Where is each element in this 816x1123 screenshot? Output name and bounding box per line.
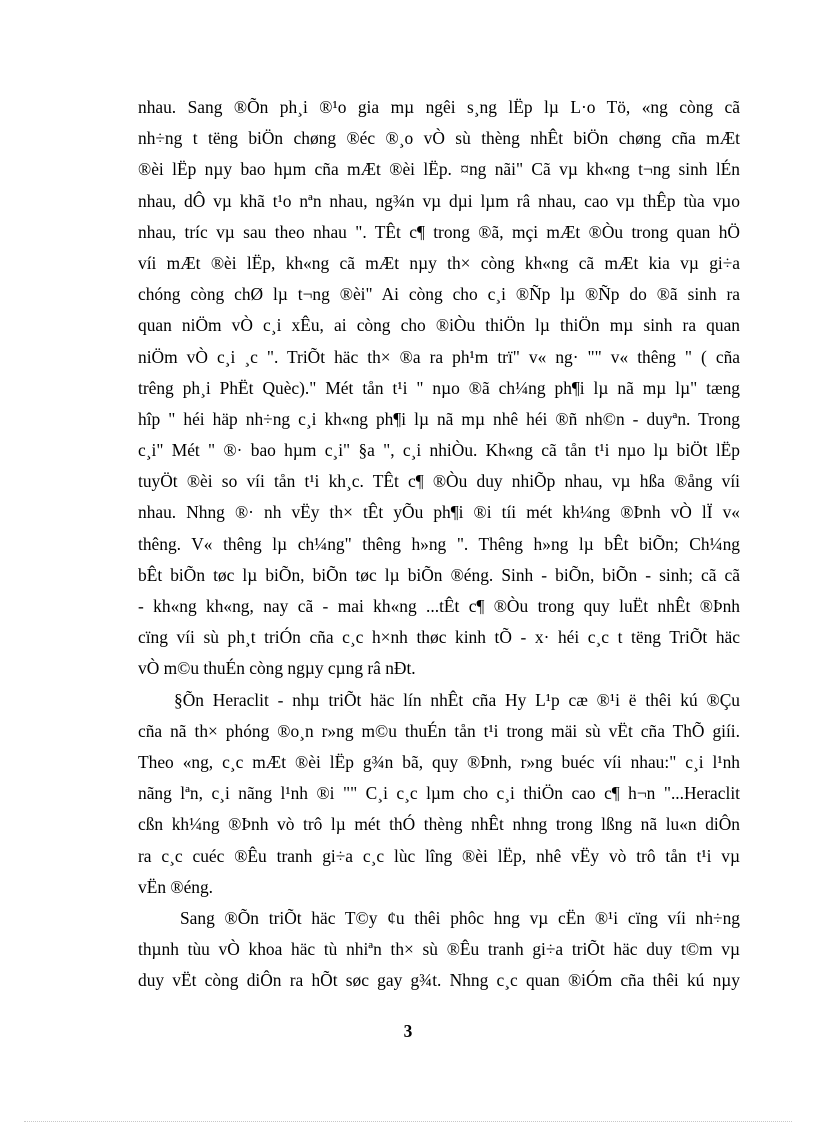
text-line: duy vËt còng diÔn ra hÕt søc gay g¾t. Nhng c¸c quan ®iÓm cña thêi kú nµy <box>138 970 740 991</box>
text-line: c¸i" Mét " ®· bao hµm c¸i" §a ", c¸i nhiÒu. Kh«ng cã tån t¹i nµo lµ biÖt lËp <box>138 440 740 461</box>
text-line: hîp " héi häp nh÷ng c¸i kh«ng ph¶i lµ nã mµ nhê héi ®ñ nh©n - duyªn. Trong <box>138 408 740 429</box>
text-line: chóng còng chØ lµ t¬ng ®èi" Ai còng cho c¸i ®Ñp lµ ®Ñp do ®ã sinh ra <box>138 284 740 305</box>
text-line: ra c¸c cuéc ®Êu tranh gi÷a c¸c lùc lîng ®èi lËp, nhê vËy vò trô tån t¹i vµ <box>138 845 740 866</box>
text-line: cßn kh¼ng ®Þnh vò trô lµ mét thÓ thèng nhÊt nhng trong lßng nã lu«n diÔn <box>138 814 740 835</box>
text-line: ®èi lËp nµy bao hµm cña mÆt ®èi lËp. ¤ng nãi" Cã vµ kh«ng t¬ng sinh lÉn <box>138 159 740 180</box>
text-line: - kh«ng kh«ng, nay cã - mai kh«ng ...tÊt c¶ ®Òu trong quy luËt nhÊt ®Þnh <box>138 596 740 616</box>
text-line: Theo «ng, c¸c mÆt ®èi lËp g¾n bã, quy ®Þnh, r»ng buéc víi nhau:" c¸i l¹nh <box>138 751 740 772</box>
text-line: vËn ®éng. <box>138 876 214 897</box>
text-line: nhau. Nhng ®· nh vËy th× tÊt yÕu ph¶i ®i tíi mét kh¼ng ®Þnh vÒ lÏ v« <box>138 502 740 523</box>
body-text <box>138 92 740 996</box>
text-line: niÖm vÒ c¸i ¸c ". TriÕt häc th× ®a ra ph¹m trï" v« ng· "" v« thêng " ( cña <box>138 346 740 367</box>
text-line: bÊt biÕn tøc lµ biÕn, biÕn tøc lµ biÕn ®éng. Sinh - biÕn, biÕn - sinh; cã cã <box>138 564 740 585</box>
text-line: nãng lªn, c¸i nãng l¹nh ®i "" C¸i c¸c lµm cho c¸i thiÖn cao c¶ h¬n "...Heraclit <box>138 783 740 804</box>
page-number: 3 <box>403 1021 413 1041</box>
text-line: cïng víi sù ph¸t triÓn cña c¸c h×nh thøc kinh tÕ - x· héi c¸c t tëng TriÕt häc <box>138 627 740 648</box>
text-line: thµnh tùu vÒ khoa häc tù nhiªn th× sù ®Êu tranh gi÷a triÕt häc duy t©m vµ <box>138 939 740 960</box>
text-line: nhau, tríc vµ sau theo nhau ". TÊt c¶ trong ®ã, mçi mÆt ®Òu trong quan hÖ <box>138 221 740 242</box>
text-line: cña nã th× phóng ®o¸n r»ng m©u thuÉn tån t¹i trong mäi sù vËt cña ThÕ giíi. <box>138 720 740 741</box>
text-line: §Õn Heraclit - nhµ triÕt häc lín nhÊt cña Hy L¹p cæ ®¹i ë thêi kú ®Çu <box>174 689 740 710</box>
text-line: vÒ m©u thuÉn còng ngµy cµng râ nÐt. <box>138 658 416 679</box>
text-line: trêng ph¸i PhËt Quèc)." Mét tån t¹i " nµo ®ã ch¼ng ph¶i lµ nã mµ lµ" tæng <box>138 377 740 398</box>
text-line: quan niÖm vÒ c¸i xÊu, ai còng cho ®iÒu thiÖn lµ thiÖn mµ sinh ra quan <box>138 315 740 336</box>
text-line: víi mÆt ®èi lËp, kh«ng cã mÆt nµy th× còng kh«ng cã mÆt kia vµ gi÷a <box>138 252 740 273</box>
text-line: nhau, dÔ vµ khã t¹o nªn nhau, ng¾n vµ dµi lµm râ nhau, cao vµ thÊp tùa vµo <box>138 190 740 211</box>
text-line: Sang ®Õn triÕt häc T©y ¢u thêi phôc hng vµ cËn ®¹i cïng víi nh÷ng <box>180 907 740 928</box>
page-bottom-divider <box>24 1121 792 1122</box>
text-line: tuyÖt ®èi so víi tån t¹i kh¸c. TÊt c¶ ®Òu duy nhiÕp nhau, vµ hßa ®ång víi <box>138 471 740 492</box>
text-line: thêng. V« thêng lµ ch¼ng" thêng h»ng ". Thêng h»ng lµ bÊt biÕn; Ch¼ng <box>138 533 740 554</box>
text-line: nh÷ng t tëng biÖn chøng ®éc ®¸o vÒ sù thèng nhÊt biÖn chøng cña mÆt <box>138 128 740 149</box>
text-line: nhau. Sang ®Õn ph¸i ®¹o gia mµ ngêi s¸ng lËp lµ L·o Tö, «ng còng cã <box>138 97 740 117</box>
